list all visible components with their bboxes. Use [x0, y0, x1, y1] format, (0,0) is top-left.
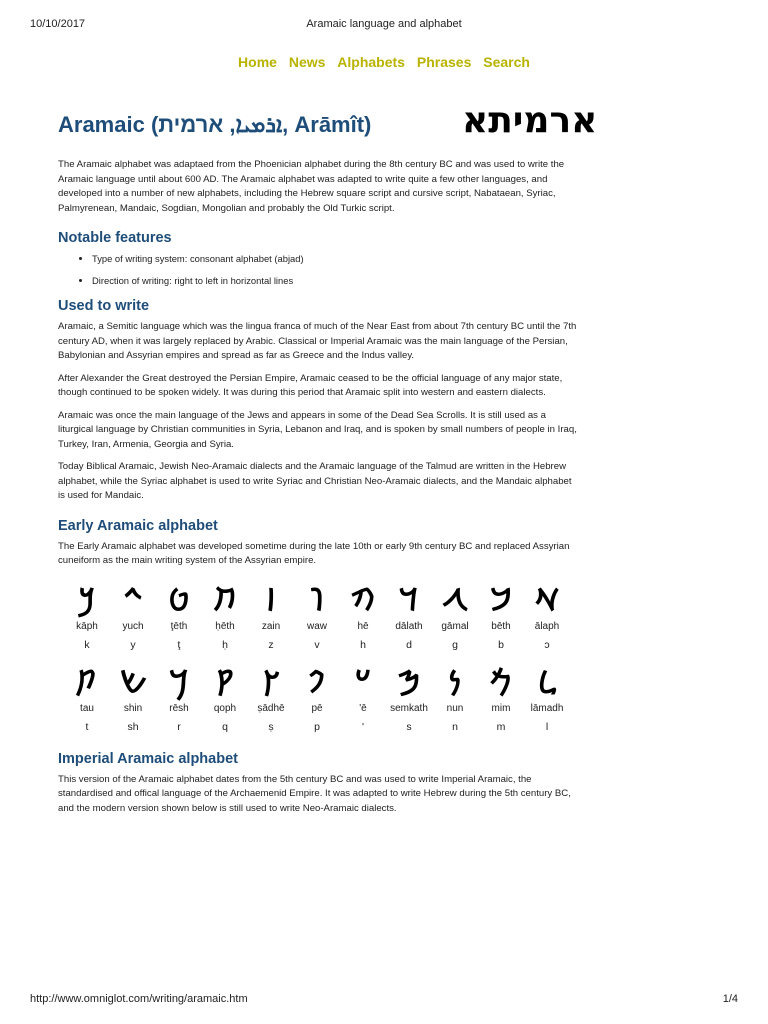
- letter-glyph: 𐡄: [350, 582, 376, 618]
- letter-name: semkath: [390, 702, 428, 714]
- letter-name: ālaph: [534, 620, 560, 632]
- letter-transliteration: ḥ: [222, 638, 228, 651]
- letter-name: shin: [123, 702, 143, 714]
- print-title: Aramaic language and alphabet: [306, 18, 462, 30]
- letter-cell: [110, 665, 156, 737]
- letter-transliteration: r: [177, 720, 181, 733]
- page-title: Aramaic (ܐܪܡܝܐ, ארמית, Arāmît): [58, 112, 372, 137]
- letter-cell: [248, 583, 294, 655]
- letter-name: rēsh: [169, 702, 189, 714]
- top-nav: [0, 54, 768, 70]
- letter-transliteration: z: [268, 638, 274, 651]
- letter-transliteration: h: [360, 638, 366, 651]
- used-to-write-heading: Used to write: [58, 298, 150, 314]
- letter-transliteration: n: [452, 720, 458, 733]
- letter-transliteration: b: [498, 638, 504, 651]
- letter-name: yuch: [122, 620, 144, 632]
- used-paragraph-4: Today Biblical Aramaic, Jewish Neo-Aramaic dialects and the Aramaic language of the Talmud are written in the Hebrew alphabet, while the Syriac alphabet is used to write Syriac and Christian Neo-Aramaic dialects, and the Mandaic alphabet is used for Mandaic.: [58, 461, 572, 501]
- nav-alphabets[interactable]: Alphabets: [337, 54, 405, 70]
- title-row: [58, 100, 598, 146]
- letter-name: ṣādhē: [257, 702, 285, 714]
- print-url: http://www.omniglot.com/writing/aramaic.htm: [30, 993, 248, 1005]
- letter-cell: [432, 583, 478, 655]
- letter-cell: [524, 665, 570, 737]
- letter-glyph: 𐡎: [397, 664, 421, 700]
- letter-transliteration: p: [314, 720, 320, 733]
- letter-transliteration: ': [361, 720, 364, 733]
- letter-name: kāph: [76, 620, 98, 632]
- nav-search[interactable]: Search: [483, 54, 530, 70]
- letter-glyph: 𐡔: [119, 664, 147, 700]
- title-script-image: ארמיתא: [462, 100, 598, 141]
- print-page-number: 1/4: [722, 993, 738, 1005]
- letter-transliteration: ɔ: [544, 638, 550, 651]
- letter-cell: [64, 583, 110, 655]
- used-paragraph-1: Aramaic, a Semitic language which was the lingua franca of much of the Near East from about 7th century BC until the 7th century AD, when it was largely replaced by Arabic. Classical or Imperial Aramaic was the main language of the Persian, Babylonian and Assyrian empires and spread as far as Greece and the Indus valley.: [58, 321, 577, 361]
- letter-glyph: 𐡁: [490, 582, 512, 618]
- letter-cell: [386, 583, 432, 655]
- alphabet-row: [64, 665, 578, 737]
- letter-glyph: 𐡃: [399, 582, 419, 618]
- letter-name: qoph: [213, 702, 237, 714]
- notable-features-heading: Notable features: [58, 230, 172, 246]
- letter-name: bēth: [491, 620, 511, 632]
- letter-transliteration: v: [314, 638, 320, 651]
- letter-transliteration: d: [406, 638, 412, 651]
- letter-transliteration: q: [222, 720, 228, 733]
- letter-cell: [386, 665, 432, 737]
- letter-name: gāmal: [441, 620, 469, 632]
- imperial-aramaic-heading: Imperial Aramaic alphabet: [58, 750, 238, 767]
- letter-name: waw: [306, 620, 327, 632]
- letter-glyph: 𐡐: [308, 664, 326, 700]
- early-aramaic-alphabet-table: [64, 583, 578, 737]
- letter-name: mim: [491, 702, 511, 714]
- letter-glyph: 𐡂: [442, 582, 468, 618]
- letter-cell: [524, 583, 570, 655]
- letter-cell: [340, 583, 386, 655]
- letter-name: lāmadh: [530, 702, 564, 714]
- notable-features-list: [58, 252, 578, 288]
- letter-glyph: 𐡕: [77, 664, 97, 700]
- alphabet-row: [64, 583, 578, 655]
- used-paragraph-2: After Alexander the Great destroyed the Persian Empire, Aramaic ceased to be the official language of any major state, though continued to be spoken widely. It was during this period that Aramaic split into western and eastern dialects.: [58, 372, 563, 398]
- letter-transliteration: m: [496, 720, 506, 733]
- letter-name: tau: [80, 702, 94, 714]
- letter-glyph: 𐡍: [448, 664, 462, 700]
- letter-cell: [156, 665, 202, 737]
- letter-cell: [248, 665, 294, 737]
- letter-transliteration: sh: [127, 720, 139, 733]
- letter-cell: [156, 583, 202, 655]
- letter-glyph: 𐡈: [168, 582, 190, 618]
- imperial-aramaic-paragraph: This version of the Aramaic alphabet dates from the 5th century BC and was used to write Imperial Aramaic, the standardised and offical language of the Archaemenid Empire. It was adapted to write Hebrew during the 5th century BC, and the modern version shown below is still used to write Neo-Aramaic dialects.: [58, 773, 571, 814]
- letter-glyph: 𐡑: [261, 664, 281, 700]
- letter-glyph: 𐡇: [213, 582, 237, 618]
- letter-cell: [202, 583, 248, 655]
- letter-glyph: 𐡓: [168, 664, 190, 700]
- letter-transliteration: k: [84, 638, 90, 651]
- letter-glyph: 𐡅: [310, 582, 324, 618]
- letter-cell: [294, 665, 340, 737]
- letter-glyph: 𐡏: [355, 664, 371, 700]
- nav-phrases[interactable]: Phrases: [416, 54, 472, 70]
- letter-glyph: 𐡆: [265, 582, 277, 618]
- letter-transliteration: t: [85, 720, 89, 733]
- print-date: 10/10/2017: [30, 18, 86, 30]
- letter-transliteration: ṣ: [268, 720, 274, 733]
- nav-news[interactable]: News: [288, 54, 326, 70]
- letter-cell: [294, 583, 340, 655]
- list-item: • Direction of writing: right to left in horizontal lines: [92, 274, 578, 288]
- used-paragraph-3: Aramaic was once the main language of the Jews and appears in some of the Dead Sea Scrolls. It is still used as a liturgical language by Christian communities in Syria, Lebanon and Iraq, and is spoken by small numbers of people in Iraq, Turkey, Iran, Armenia, Georgia and Syria.: [58, 409, 577, 450]
- letter-transliteration: s: [406, 720, 412, 733]
- letter-name: zain: [261, 620, 281, 632]
- early-aramaic-paragraph: The Early Aramaic alphabet was developed sometime during the late 10th or early 9th century BC and replaced Assyrian cuneiform as the main writing system of the Assyrian empire.: [58, 540, 570, 566]
- letter-name: hē: [357, 620, 369, 632]
- letter-cell: [478, 583, 524, 655]
- letter-transliteration: y: [130, 638, 136, 651]
- letter-glyph: 𐡌: [490, 664, 512, 700]
- letter-name: pē: [311, 702, 323, 714]
- letter-name: 'ē: [359, 702, 367, 714]
- letter-cell: [478, 665, 524, 737]
- early-aramaic-heading: Early Aramaic alphabet: [58, 517, 218, 534]
- article: [58, 100, 598, 824]
- letter-cell: [202, 665, 248, 737]
- letter-glyph: 𐡊: [78, 582, 96, 618]
- print-header: [30, 18, 738, 30]
- print-footer: [30, 993, 738, 1005]
- letter-name: ţēth: [170, 620, 188, 632]
- list-item: • Type of writing system: consonant alphabet (abjad): [92, 252, 578, 266]
- letter-cell: [110, 583, 156, 655]
- letter-transliteration: l: [545, 720, 549, 733]
- nav-home[interactable]: Home: [238, 54, 277, 70]
- letter-name: ḥēth: [215, 620, 235, 632]
- letter-glyph: 𐡋: [538, 664, 556, 700]
- letter-cell: [432, 665, 478, 737]
- intro-paragraph: The Aramaic alphabet was adaptaed from the Phoenician alphabet during the 8th century BC and was used to write the Aramaic language until about 600 AD. The Aramaic alphabet was adapted to write quite a few other languages, and developed into a number of new alphabets, including the Hebrew square script and cursive script, Nabataean, Syriac, Palmyrenean, Mandaic, Sogdian, Mongolian and probably the Old Turkic script.: [58, 159, 565, 214]
- letter-glyph: 𐡒: [215, 664, 235, 700]
- letter-cell: [64, 665, 110, 737]
- letter-glyph: 𐡉: [123, 582, 143, 618]
- letter-glyph: 𐡀: [534, 582, 560, 618]
- letter-transliteration: g: [452, 638, 458, 651]
- letter-transliteration: ţ: [177, 638, 181, 651]
- letter-name: dālath: [395, 620, 423, 632]
- letter-name: nun: [446, 702, 464, 714]
- letter-cell: [340, 665, 386, 737]
